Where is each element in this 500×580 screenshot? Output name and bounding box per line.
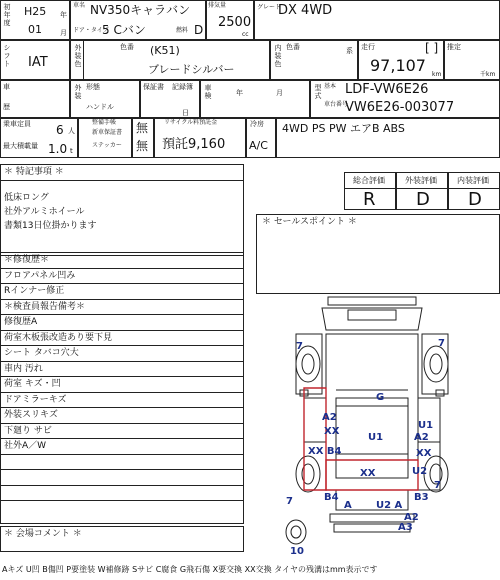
mark-u2-right: U2 xyxy=(412,466,428,477)
shift-value: IAT xyxy=(28,55,48,70)
fuel-value: D xyxy=(194,23,204,37)
vehicle-history-label-2: 歴 xyxy=(3,103,10,111)
expiry-label: 車検 xyxy=(204,84,212,100)
sales-point-title: ＊ セールスポイント ＊ xyxy=(262,217,357,227)
color-name-value: ブレードシルバー xyxy=(148,63,235,76)
inspection-label: 推定 xyxy=(447,43,461,51)
mark-7-rear-left: 7 xyxy=(286,496,293,507)
first-registration-month: 01 xyxy=(28,23,42,36)
sticker-label: ステッカー xyxy=(92,142,122,149)
damage-legend: Aキズ U凹 B傷凹 P要塗装 W補修跡 Sサビ C腐食 G飛石傷 X要交換 XX交換 タイヤの残溝はmm表示です xyxy=(2,565,378,574)
special-notes-title: ＊ 特記事項 ＊ xyxy=(4,167,64,177)
mark-u1-right: U1 xyxy=(418,420,434,431)
mark-7-front-right: 7 xyxy=(438,338,445,349)
front-bumper xyxy=(328,297,416,305)
interior-color-code-label: 色番 xyxy=(286,43,300,51)
mark-g: G xyxy=(376,392,385,403)
ext-label: 外装 xyxy=(74,84,82,100)
color-code-value: (K51) xyxy=(150,44,180,57)
front-grille xyxy=(348,310,396,320)
door-type-label: ドア・タイプ xyxy=(73,27,109,34)
inspector-title: ＊検査員報告備考＊ xyxy=(1,300,243,316)
recycle-value: 預託9,160 xyxy=(162,137,226,152)
month-unit: 月 xyxy=(60,29,67,37)
frame-label: 車台番号 xyxy=(324,101,349,108)
inspector-line-3: シート タバコ穴大 xyxy=(1,346,243,362)
repair-line-2: Rインナー修正 xyxy=(1,284,243,300)
mileage-unit: km xyxy=(432,71,442,78)
mark-b3: B3 xyxy=(414,492,429,503)
recycle-label: リサイクル料預託金 xyxy=(164,119,218,126)
mark-7-rear-right: 7 xyxy=(434,480,441,491)
capacity-value: 6 xyxy=(56,123,64,137)
door-type-value: 5 Cバン xyxy=(102,23,146,37)
none-value-1: 無 xyxy=(136,121,149,135)
mark-a2-right: A2 xyxy=(414,432,429,443)
cc-unit: cc xyxy=(242,31,249,38)
exterior-score-value: D xyxy=(416,189,430,210)
model-label: 車名 xyxy=(73,2,86,9)
record-label: 記録簿 xyxy=(172,83,193,91)
overall-score-label: 総合評価 xyxy=(353,176,385,185)
load-unit: t xyxy=(70,147,73,155)
vehicle-history-label-1: 車 xyxy=(3,83,10,91)
vehicle-history-cell xyxy=(0,80,70,118)
inspector-line-2: 荷室木板張改造あり要下見 xyxy=(1,331,243,347)
mark-a2-bottom: A2 xyxy=(404,512,419,523)
interior-score-value: D xyxy=(468,189,482,210)
aircon-value: A/C xyxy=(249,139,268,152)
inspector-line-4: 車内 汚れ xyxy=(1,362,243,378)
capacity-unit: 人 xyxy=(68,127,75,135)
frame-value: VW6E26-003077 xyxy=(345,100,455,115)
year-mark: 年 xyxy=(236,89,243,97)
grade-value: DX 4WD xyxy=(278,3,333,18)
color-code-label: 色番 xyxy=(120,43,134,51)
fuel-label: 燃料 xyxy=(176,27,189,34)
shape-label: 形態 xyxy=(86,83,100,91)
mark-xx-center: XX xyxy=(360,468,376,479)
year-unit: 年 xyxy=(60,11,67,19)
tire-front-left-inner xyxy=(302,354,314,374)
mark-10: 10 xyxy=(290,546,304,557)
tire-rear-left xyxy=(296,456,320,492)
mark-a3: A3 xyxy=(398,522,413,533)
warranty-label: 保証書 xyxy=(143,83,164,91)
mark-7-front-left: 7 xyxy=(296,341,303,352)
interior-color-label: 内装色 xyxy=(274,44,282,68)
special-note-line-1: 低床ロング xyxy=(4,193,49,203)
body-outline xyxy=(326,334,418,490)
inspector-line-8: 下廻り サビ xyxy=(1,424,243,440)
capacity-label: 乗車定員 xyxy=(3,120,31,128)
model-code-label: 型式 xyxy=(314,84,322,100)
repair-line-1: フロアパネル凹み xyxy=(1,269,243,285)
mileage-value: 97,107 xyxy=(370,56,426,75)
blank-line-1 xyxy=(1,455,243,471)
load-label: 最大積載量 xyxy=(3,142,38,150)
damage-outline-left-side xyxy=(304,388,326,490)
first-registration-year: H25 xyxy=(24,5,47,18)
month-mark: 月 xyxy=(276,89,283,97)
inspection-unit: 千km xyxy=(480,71,496,78)
base-label: 基本 xyxy=(324,83,337,90)
hood-outline xyxy=(322,308,422,330)
blank-line-2 xyxy=(1,470,243,486)
displacement-label: 排気量 xyxy=(208,2,227,9)
interior-score-label: 内装評価 xyxy=(457,176,489,185)
repair-notes-box xyxy=(0,252,244,524)
mark-xx-mid: XX xyxy=(324,426,340,437)
spare-tire xyxy=(286,520,306,544)
inspector-line-6: ドアミラーキズ xyxy=(1,393,243,409)
expiry-cell xyxy=(200,80,310,118)
displacement-value: 2500 xyxy=(218,15,252,30)
vehicle-damage-diagram xyxy=(256,294,500,562)
mirror-right xyxy=(436,390,444,396)
model-code-value: LDF-VW6E26 xyxy=(345,82,429,97)
none-value-2: 無 xyxy=(136,139,149,153)
inspector-line-1: 修復歴A xyxy=(1,315,243,331)
equipment-value: 4WD PS PW エアB ABS xyxy=(282,122,405,135)
blank-line-3 xyxy=(1,486,243,502)
interior-color-mark: 系 xyxy=(346,47,353,55)
color-code-divider xyxy=(83,40,84,80)
mark-u1-center: U1 xyxy=(368,432,384,443)
inspector-line-5: 荷室 キズ・凹 xyxy=(1,377,243,393)
mark-a-left: A xyxy=(344,500,352,511)
meeting-comment-title: ＊ 会場コメント ＊ xyxy=(4,529,82,539)
exterior-score-label: 外装評価 xyxy=(405,176,437,185)
day-mark: 日 xyxy=(182,109,189,117)
load-value: 1.0 xyxy=(48,142,68,156)
special-note-line-2: 社外アルミホイール xyxy=(4,207,85,217)
mark-a2-left: A2 xyxy=(322,412,337,423)
repair-title: ＊修復歴＊ xyxy=(1,253,243,269)
tire-front-right-inner xyxy=(430,354,442,374)
spare-tire-inner xyxy=(291,526,301,538)
mark-xx-b4-left: XX B4 xyxy=(308,446,342,457)
mark-u2a: U2 A xyxy=(376,500,403,511)
handle-label: ハンドル xyxy=(86,103,114,111)
exterior-color-label: 外装色 xyxy=(74,44,82,68)
mileage-label: 走行 xyxy=(361,43,375,51)
inspector-line-9: 社外A／W xyxy=(1,439,243,455)
rear-bumper xyxy=(330,514,414,522)
overall-score-value: R xyxy=(363,189,376,210)
special-notes-rule xyxy=(0,180,244,181)
aircon-label: 冷房 xyxy=(250,120,264,128)
new-warranty-label: 新車保証書 xyxy=(92,129,123,136)
tire-front-right xyxy=(424,346,448,382)
mark-b4-lower: B4 xyxy=(324,492,339,503)
special-note-line-3: 書類13日位掛かります xyxy=(4,221,97,231)
shift-label: シフト xyxy=(3,44,11,68)
maintenance-label: 整備手帳 xyxy=(92,119,117,126)
first-registration-label: 初年度 xyxy=(3,3,11,27)
inspector-line-7: 外装スリキズ xyxy=(1,408,243,424)
mileage-bracket: [ ] xyxy=(425,41,439,55)
interior-color-cell xyxy=(270,40,358,80)
grade-label: グレード xyxy=(257,4,282,11)
model-value: NV350キャラバン xyxy=(90,3,191,17)
mark-xx-right-upper: XX xyxy=(416,448,432,459)
